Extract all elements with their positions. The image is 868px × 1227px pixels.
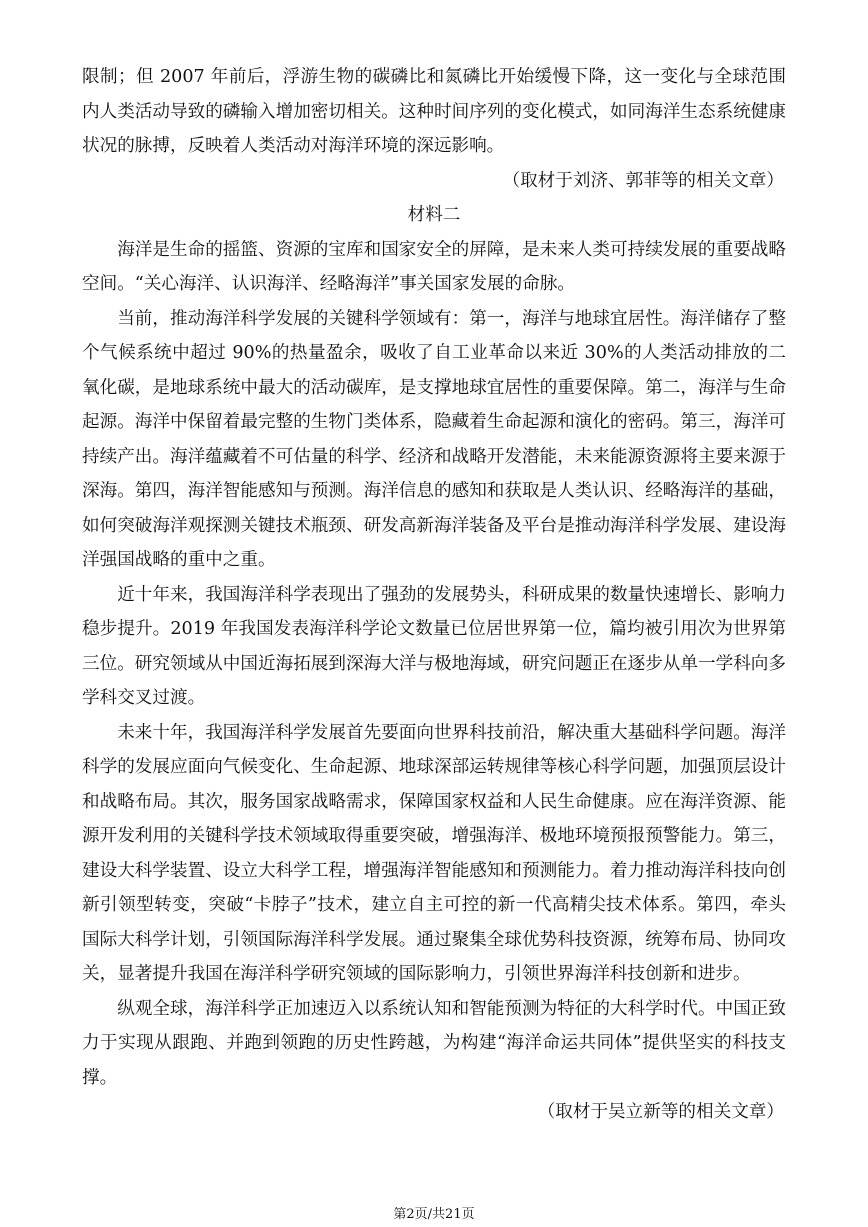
page-number: 第2页/共21页 xyxy=(393,1207,475,1222)
body-paragraph: 当前，推动海洋科学发展的关键科学领域有：第一，海洋与地球宜居性。海洋储存了整个气候系统中超过 90%的热量盈余，吸收了自工业革命以来近 30%的人类活动排放的二氧化碳，是地球系统中最大的活动碳库，是支撑地球宜居性的重要保障。第二，海洋与生命起源。海洋中保留着最完整的生物门类体系，隐藏着生命起源和演化的密码。第三，海洋可持续产出。海洋蕴藏着不可估量的科学、经济和战略开发潜能，未来能源资源将主要来源于深海。第四，海洋智能感知与预测。海洋信息的感知和获取是人类认识、经略海洋的基础，如何突破海洋观探测关键技术瓶颈、研发高新海洋装备及平台是推动海洋科学发展、建设海洋强国战略的重中之重。 xyxy=(82,308,786,570)
section-heading-material-2: 材料二 xyxy=(407,205,461,225)
body-paragraph: 纵观全球，海洋科学正加速迈入以系统认知和智能预测为特征的大科学时代。中国正致力于实现从跟跑、并跑到领跑的历史性跨越，为构建“海洋命运共同体”提供坚实的科技支撑。 xyxy=(82,998,786,1088)
body-paragraph: 未来十年，我国海洋科学发展首先要面向世界科技前沿，解决重大基础科学问题。海洋科学的发展应面向气候变化、生命起源、地球深部运转规律等核心科学问题，加强顶层设计和战略布局。其次，服务国家战略需求，保障国家权益和人民生命健康。应在海洋资源、能源开发利用的关键科学技术领域取得重要突破，增强海洋、极地环境预报预警能力。第三，建设大科学装置、设立大科学工程，增强海洋智能感知和预测能力。着力推动海洋科技向创新引领型转变，突破“卡脖子”技术，建立自主可控的新一代高精尖技术体系。第四，牵头国际大科学计划，引领国际海洋科学发展。通过聚集全球优势科技资源，统筹布局、协同攻关，显著提升我国在海洋科学研究领域的国际影响力，引领世界海洋科技创新和进步。 xyxy=(82,722,786,984)
source-citation-1: （取材于刘济、郭菲等的相关文章） xyxy=(502,170,784,191)
body-paragraph: 海洋是生命的摇篮、资源的宝库和国家安全的屏障，是未来人类可持续发展的重要战略空间。“关心海洋、认识海洋、经略海洋”事关国家发展的命脉。 xyxy=(82,239,786,294)
document-body xyxy=(82,60,786,1130)
body-paragraph: 近十年来，我国海洋科学表现出了强劲的发展势头，科研成果的数量快速增长、影响力稳步提升。2019 年我国发表海洋科学论文数量已位居世界第一位，篇均被引用次为世界第三位。研究领域从中国近海拓展到深海大洋与极地海域，研究问题正在逐步从单一学科向多学科交叉过渡。 xyxy=(82,584,786,708)
continuation-paragraph: 限制；但 2007 年前后，浮游生物的碳磷比和氮磷比开始缓慢下降，这一变化与全球范围内人类活动导致的磷输入增加密切相关。这种时间序列的变化模式，如同海洋生态系统健康状况的脉搏，反映着人类活动对海洋环境的深远影响。 xyxy=(82,67,786,156)
source-citation-2: （取材于吴立新等的相关文章） xyxy=(537,1102,784,1122)
